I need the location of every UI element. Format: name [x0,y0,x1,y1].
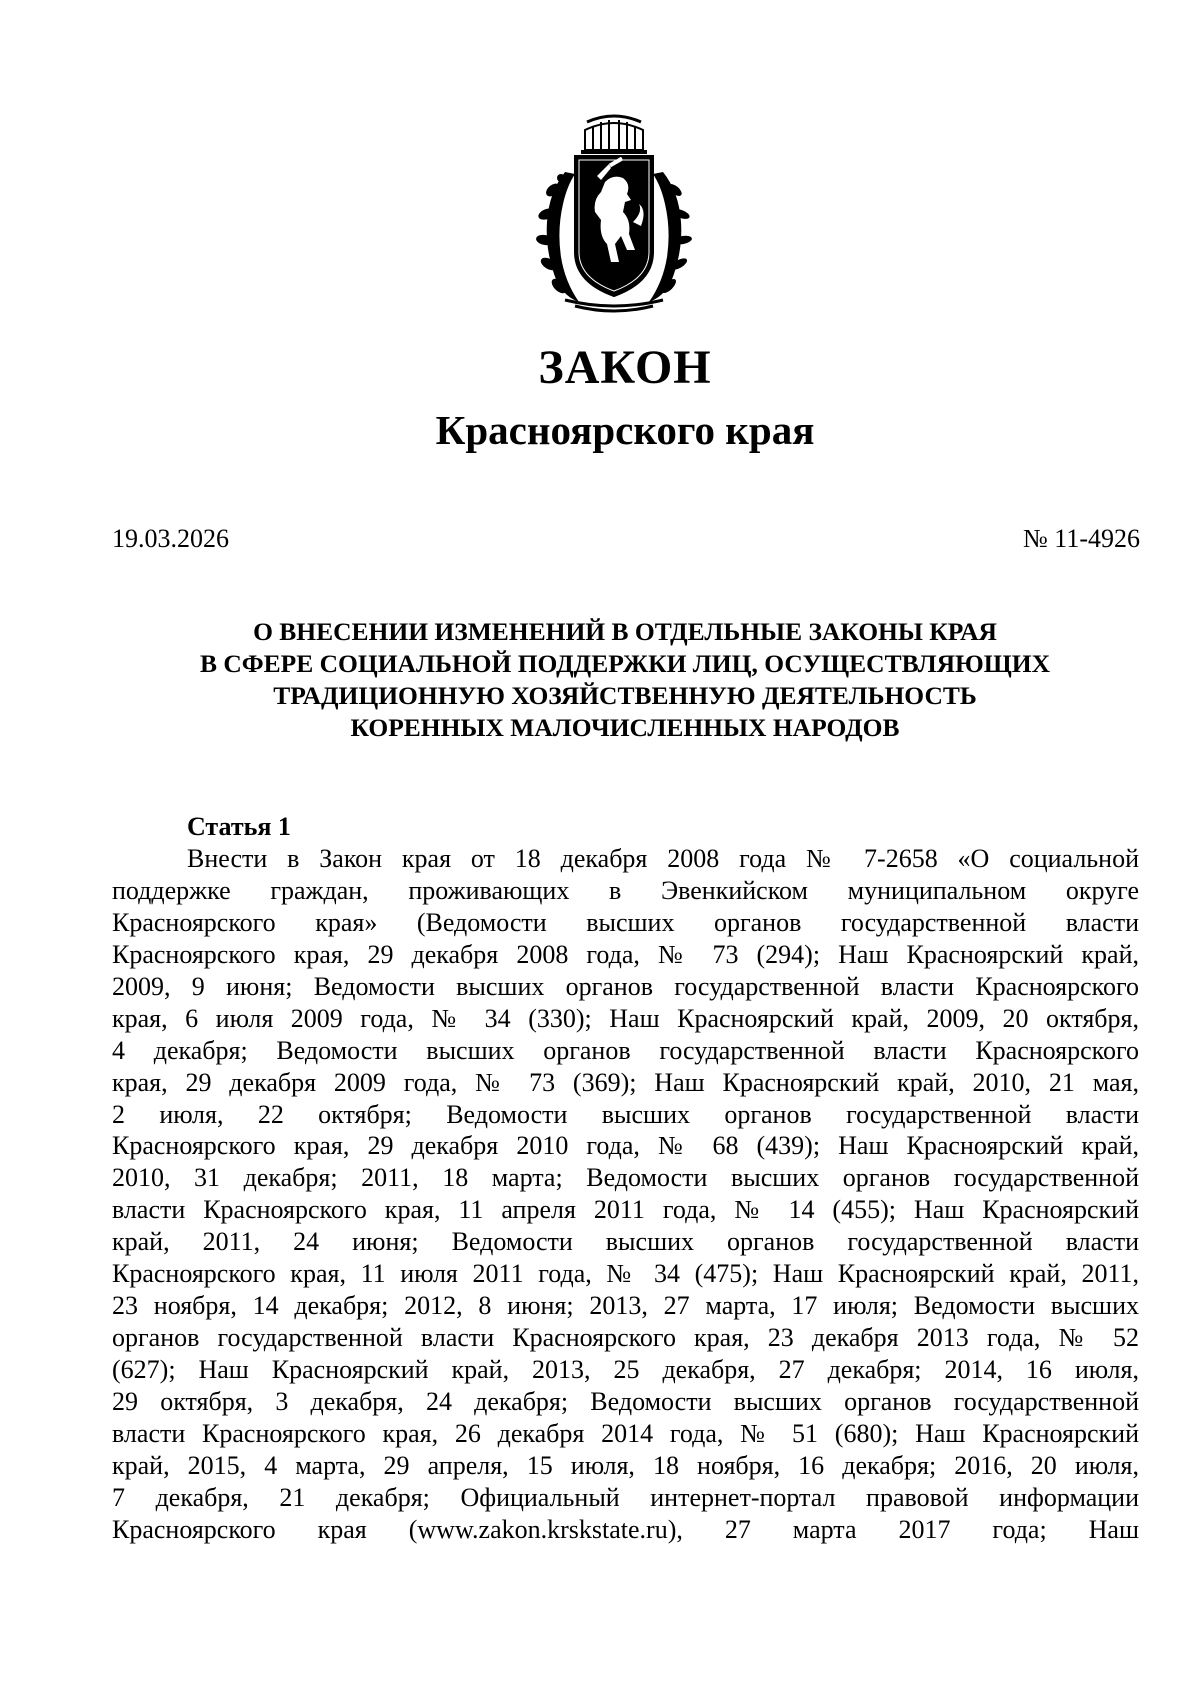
heading-line: КОРЕННЫХ МАЛОЧИСЛЕННЫХ НАРОДОВ [350,713,900,742]
law-title: ЗАКОН [538,341,712,394]
law-number: № 11-4926 [1023,524,1140,553]
article-line: края, 6 июля 2009 года, № 34 (330); Наш Красноярский край, 2009, 20 октября, [112,1003,1139,1033]
article-line: 29 октября, 3 декабря, 24 декабря; Ведомости высших органов государственной [112,1386,1139,1416]
article-line: 7 декабря, 21 декабря; Официальный интернет-портал правовой информации [112,1482,1139,1512]
article-line: власти Красноярского края, 26 декабря 2014 года, № 51 (680); Наш Красноярский [112,1418,1139,1448]
article-line: Красноярского края (www.zakon.krskstate.ru), 27 марта 2017 года; Наш [112,1514,1139,1544]
article-line: 2009, 9 июня; Ведомости высших органов государственной власти Красноярского [112,971,1139,1001]
region-title: Красноярского края [435,407,815,453]
krasnoyarsk-coat-of-arms-emblem [535,112,693,314]
article-line: 23 ноября, 14 декабря; 2012, 8 июня; 2013, 27 марта, 17 июля; Ведомости высших [112,1291,1139,1321]
article-line: Красноярского края, 29 декабря 2010 года, № 68 (439); Наш Красноярский край, [112,1131,1139,1161]
article-line: власти Красноярского края, 11 апреля 2011 года, № 14 (455); Наш Красноярский [112,1195,1139,1225]
article-line: Внести в Закон края от 18 декабря 2008 года № 7-2658 «О социальной [187,844,1139,873]
heading-line: В СФЕРЕ СОЦИАЛЬНОЙ ПОДДЕРЖКИ ЛИЦ, ОСУЩЕСТВЛЯЮЩИХ [199,649,1051,678]
law-heading [120,616,1130,744]
article-line: края, 29 декабря 2009 года, № 73 (369); Наш Красноярский край, 2010, 21 мая, [112,1067,1139,1097]
article-line: край, 2015, 4 марта, 29 апреля, 15 июля, 18 ноября, 16 декабря; 2016, 20 июля, [112,1450,1139,1480]
article-line: поддержке граждан, проживающих в Эвенкийском муниципальном округе [112,875,1139,905]
heading-line: О ВНЕСЕНИИ ИЗМЕНЕНИЙ В ОТДЕЛЬНЫЕ ЗАКОНЫ КРАЯ [253,617,997,646]
heading-line: ТРАДИЦИОННУЮ ХОЗЯЙСТВЕННУЮ ДЕЯТЕЛЬНОСТЬ [273,681,977,710]
article-line: Красноярского края» (Ведомости высших органов государственной власти [112,907,1139,937]
article-line: Красноярского края, 11 июля 2011 года, № 34 (475); Наш Красноярский край, 2011, [112,1259,1139,1289]
law-date: 19.03.2026 [112,524,229,553]
article-line: Красноярского края, 29 декабря 2008 года, № 73 (294); Наш Красноярский край, [112,939,1139,969]
article-line: органов государственной власти Красноярского края, 23 декабря 2013 года, № 52 [112,1323,1139,1353]
article-line: 2010, 31 декабря; 2011, 18 марта; Ведомости высших органов государственной [112,1163,1139,1193]
article-body [112,843,1139,1546]
article-title: Статья 1 [187,812,291,841]
article-line: 4 декабря; Ведомости высших органов государственной власти Красноярского [112,1035,1139,1065]
article-line: 2 июля, 22 октября; Ведомости высших органов государственной власти [112,1099,1139,1129]
article-line: край, 2011, 24 июня; Ведомости высших органов государственной власти [112,1227,1139,1257]
article-line: (627); Наш Красноярский край, 2013, 25 декабря, 27 декабря; 2014, 16 июля, [112,1355,1139,1384]
